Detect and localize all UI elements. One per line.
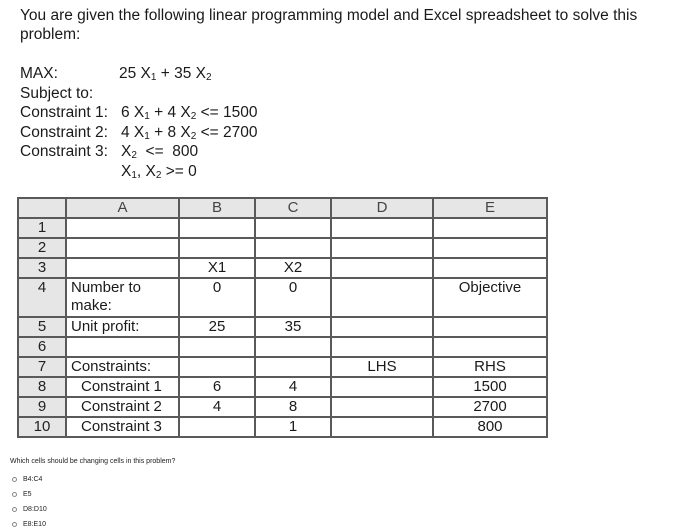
cell-b2[interactable]	[179, 238, 255, 258]
constraint-2-row	[20, 123, 258, 143]
cell-c9[interactable]: 8	[255, 397, 331, 417]
option-e5[interactable]: E5	[12, 487, 47, 502]
max-label: MAX:	[20, 65, 58, 82]
answer-options	[12, 472, 47, 532]
constraint-3-row	[20, 142, 258, 162]
cell-b8[interactable]: 6	[179, 377, 255, 397]
radio-button[interactable]	[12, 507, 17, 512]
sheet-row-1	[18, 218, 547, 238]
objective-row	[20, 64, 258, 84]
cell-d7[interactable]: LHS	[331, 357, 433, 377]
option-b4-c4[interactable]: B4:C4	[12, 472, 47, 487]
constraint-3-expr: $X_2 <= 800$	[121, 143, 199, 161]
radio-button[interactable]	[12, 522, 17, 527]
cell-e9[interactable]: 2700	[433, 397, 547, 417]
column-header-d[interactable]: D	[331, 198, 433, 218]
cell-c7[interactable]	[255, 357, 331, 377]
sheet-row-3	[18, 258, 547, 278]
constraint-2-expr: 4 $X_1 + 8$ $X_2 <= 2700$	[121, 123, 258, 142]
subject-to: Subject to:	[20, 84, 94, 102]
constraint-1-expr: 6 $X_1 + 4$ $X_2 <= 1500$	[121, 104, 258, 122]
cell-a5[interactable]: Unit profit:	[66, 317, 179, 337]
cell-e1[interactable]	[433, 218, 547, 238]
question-text: Which cells should be changing cells in this problem?	[10, 458, 176, 465]
nonnegativity-row	[20, 162, 258, 182]
cell-d6[interactable]	[331, 337, 433, 357]
cell-b3[interactable]: X1	[179, 258, 255, 278]
cell-c6[interactable]	[255, 337, 331, 357]
lp-model	[20, 64, 258, 181]
option-e8-e10[interactable]: E8:E10	[12, 517, 47, 532]
cell-e5[interactable]	[433, 317, 547, 337]
cell-c4[interactable]: 0	[255, 278, 331, 317]
spreadsheet	[17, 197, 548, 438]
cell-a9[interactable]: Constraint 2	[66, 397, 179, 417]
column-header-b[interactable]: B	[179, 198, 255, 218]
cell-b9[interactable]: 4	[179, 397, 255, 417]
row-number[interactable]: 1	[18, 218, 66, 238]
cell-c2[interactable]	[255, 238, 331, 258]
cell-e10[interactable]: 800	[433, 417, 547, 437]
row-number[interactable]: 5	[18, 317, 66, 337]
row-number[interactable]: 9	[18, 397, 66, 417]
sheet-row-8	[18, 377, 547, 397]
column-header-row	[18, 198, 547, 218]
radio-button[interactable]	[12, 492, 17, 497]
cell-e2[interactable]	[433, 238, 547, 258]
row-number[interactable]: 10	[18, 417, 66, 437]
sheet-row-7	[18, 357, 547, 377]
cell-d4[interactable]	[331, 278, 433, 317]
cell-d9[interactable]	[331, 397, 433, 417]
constraint-1-row	[20, 103, 258, 123]
row-number[interactable]: 3	[18, 258, 66, 278]
sheet-row-2	[18, 238, 547, 258]
row-number[interactable]: 8	[18, 377, 66, 397]
cell-e8[interactable]: 1500	[433, 377, 547, 397]
column-header-e[interactable]: E	[433, 198, 547, 218]
problem-intro: You are given the following linear programming model and Excel spreadsheet to solve this problem:	[20, 7, 638, 43]
cell-a6[interactable]	[66, 337, 179, 357]
cell-e6[interactable]	[433, 337, 547, 357]
cell-e3[interactable]	[433, 258, 547, 278]
row-number[interactable]: 7	[18, 357, 66, 377]
cell-d1[interactable]	[331, 218, 433, 238]
cell-a1[interactable]	[66, 218, 179, 238]
cell-e7[interactable]: RHS	[433, 357, 547, 377]
row-number[interactable]: 4	[18, 278, 66, 317]
sheet-row-4	[18, 278, 547, 317]
constraint-2-label: Constraint 2:	[20, 123, 108, 141]
cell-a4[interactable]: Number to make:	[66, 278, 179, 317]
cell-c3[interactable]: X2	[255, 258, 331, 278]
cell-b1[interactable]	[179, 218, 255, 238]
objective-function: 25 $X_1 + 35$ $X_2$	[119, 65, 212, 83]
sheet-row-5	[18, 317, 547, 337]
row-number[interactable]: 2	[18, 238, 66, 258]
cell-a8[interactable]: Constraint 1	[66, 377, 179, 397]
cell-e4[interactable]: Objective	[433, 278, 547, 317]
cell-a2[interactable]	[66, 238, 179, 258]
cell-c8[interactable]: 4	[255, 377, 331, 397]
cell-b4[interactable]: 0	[179, 278, 255, 317]
radio-button[interactable]	[12, 477, 17, 482]
cell-d3[interactable]	[331, 258, 433, 278]
cell-d10[interactable]	[331, 417, 433, 437]
cell-c10[interactable]: 1	[255, 417, 331, 437]
constraint-1-label: Constraint 1:	[20, 104, 108, 121]
sheet-row-10	[18, 417, 547, 437]
corner-cell	[18, 198, 66, 218]
cell-b7[interactable]	[179, 357, 255, 377]
cell-b5[interactable]: 25	[179, 317, 255, 337]
row-number[interactable]: 6	[18, 337, 66, 357]
cell-b6[interactable]	[179, 337, 255, 357]
column-header-c[interactable]: C	[255, 198, 331, 218]
cell-a10[interactable]: Constraint 3	[66, 417, 179, 437]
cell-a7[interactable]: Constraints:	[66, 357, 179, 377]
cell-d8[interactable]	[331, 377, 433, 397]
column-header-a[interactable]: A	[66, 198, 179, 218]
sheet-row-9	[18, 397, 547, 417]
cell-b10[interactable]	[179, 417, 255, 437]
option-d8-d10[interactable]: D8:D10	[12, 502, 47, 517]
sheet-row-6	[18, 337, 547, 357]
cell-d5[interactable]	[331, 317, 433, 337]
cell-d2[interactable]	[331, 238, 433, 258]
cell-a3[interactable]	[66, 258, 179, 278]
nonnegativity-expr: $X_1$, $X_2 >= 0$	[121, 162, 197, 181]
cell-c1[interactable]	[255, 218, 331, 238]
constraint-3-label: Constraint 3:	[20, 143, 108, 160]
cell-c5[interactable]: 35	[255, 317, 331, 337]
